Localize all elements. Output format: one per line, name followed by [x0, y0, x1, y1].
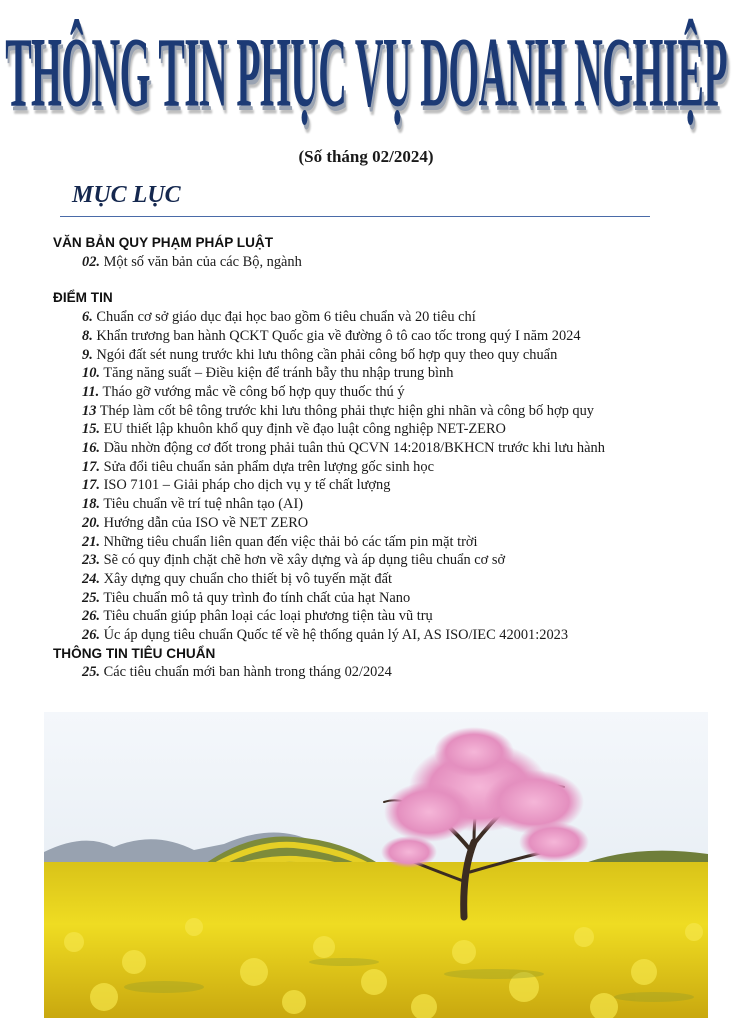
toc-entry[interactable] — [53, 570, 703, 589]
toc-entry-text: Ngói đất sét nung trước khi lưu thông cần phải công bố hợp quy theo quy chuẩn — [96, 346, 558, 363]
toc-page-number: 8. — [82, 327, 93, 344]
toc-page-number: 26. — [82, 608, 100, 625]
toc-entry[interactable] — [53, 439, 703, 458]
toc-entry[interactable] — [53, 589, 703, 608]
masthead-title: THÔNG TIN PHỤC VỤ DOANH NGHIỆP — [5, 17, 727, 128]
toc-entry-text: Úc áp dụng tiêu chuẩn Quốc tế về hệ thống quản lý AI, AS ISO/IEC 42001:2023 — [103, 627, 569, 644]
toc-entry[interactable] — [53, 346, 703, 365]
toc-entry[interactable] — [53, 364, 703, 383]
toc-page-number: 17. — [82, 477, 100, 494]
toc-divider — [60, 216, 650, 217]
toc-page-number: 11. — [82, 383, 100, 400]
toc-entry[interactable] — [53, 663, 703, 682]
toc-page-number: 24. — [82, 570, 100, 587]
toc-entry-text: Tiêu chuẩn về trí tuệ nhân tạo (AI) — [103, 496, 304, 513]
toc-page-number: 6. — [82, 309, 93, 326]
toc-entry-text: Thép làm cốt bê tông trước khi lưu thông phải thực hiện ghi nhãn và công bố hợp quy — [99, 402, 594, 419]
toc-page-number: 17. — [82, 458, 100, 475]
toc-entry-text: EU thiết lập khuôn khổ quy định về đạo luật công nghiệp NET-ZERO — [103, 421, 506, 438]
toc-entry[interactable] — [53, 476, 703, 495]
section-spacer — [53, 271, 703, 289]
toc-list-diem-tin — [53, 308, 703, 645]
toc-page-number: 16. — [82, 440, 100, 457]
section-title: THÔNG TIN TIÊU CHUẨN — [53, 645, 216, 661]
toc-entry[interactable] — [53, 383, 703, 402]
toc-entry-text: Dầu nhờn động cơ đốt trong phải tuân thủ QCVN 14:2018/BKHCN trước khi lưu hành — [103, 440, 605, 457]
toc-entry[interactable] — [53, 253, 703, 272]
toc-entry[interactable] — [53, 308, 703, 327]
toc-page-number: 21. — [82, 533, 100, 550]
toc-entry-text: Xây dựng quy chuẩn cho thiết bị vô tuyến mặt đất — [103, 570, 392, 587]
toc-entry[interactable] — [53, 533, 703, 552]
toc-page-number: 10. — [82, 365, 100, 382]
toc-entry-text: Sẽ có quy định chặt chẽ hơn về xây dựng và áp dụng tiêu chuẩn cơ sở — [103, 552, 506, 569]
toc-entry[interactable] — [53, 514, 703, 533]
toc-entry-text: Tăng năng suất – Điều kiện để tránh bẫy thu nhập trung bình — [103, 365, 454, 382]
table-of-contents — [53, 234, 703, 682]
toc-entry-text: Khẩn trương ban hành QCKT Quốc gia về đường ô tô cao tốc trong quý I năm 2024 — [96, 327, 581, 344]
toc-page-number: 13 — [82, 402, 97, 419]
toc-entry-text: Tiêu chuẩn giúp phân loại các loại phương tiện tàu vũ trụ — [103, 608, 433, 625]
toc-entry[interactable] — [53, 327, 703, 346]
section-title: ĐIỂM TIN — [53, 290, 113, 306]
toc-entry-text: Hướng dẫn của ISO về NET ZERO — [103, 514, 309, 531]
toc-entry-text: Tiêu chuẩn mô tả quy trình đo tính chất của hạt Nano — [103, 589, 411, 606]
toc-page-number: 23. — [82, 552, 100, 569]
issue-number: (Số tháng 02/2024) — [298, 147, 434, 166]
toc-page-number: 25. — [82, 664, 100, 681]
toc-entry-text: Các tiêu chuẩn mới ban hành trong tháng 02/2024 — [103, 664, 392, 681]
toc-page-number: 9. — [82, 346, 93, 363]
toc-entry[interactable] — [53, 607, 703, 626]
toc-entry[interactable] — [53, 551, 703, 570]
toc-entry-text: Một số văn bản của các Bộ, ngành — [103, 253, 302, 270]
toc-page-number: 02. — [82, 253, 100, 270]
toc-entry-text: Sửa đổi tiêu chuẩn sản phẩm dựa trên lượng gốc sinh học — [103, 458, 434, 475]
toc-page-number: 26. — [82, 627, 100, 644]
section-title: VĂN BẢN QUY PHẠM PHÁP LUẬT — [53, 235, 274, 250]
toc-page-number: 18. — [82, 496, 100, 513]
masthead — [0, 14, 732, 132]
toc-entry-text: Những tiêu chuẩn liên quan đến việc thải bỏ các tấm pin mặt trời — [103, 533, 478, 550]
toc-page-number: 20. — [82, 514, 100, 531]
cover-photo-landscape — [44, 712, 708, 1018]
toc-entry[interactable] — [53, 495, 703, 514]
toc-entry-text: ISO 7101 – Giải pháp cho dịch vụ y tế chất lượng — [103, 477, 391, 494]
toc-heading: MỤC LỤC — [72, 182, 181, 208]
toc-entry-text: Tháo gỡ vướng mắc về công bố hợp quy thuốc thú ý — [102, 383, 405, 400]
toc-page-number: 25. — [82, 589, 100, 606]
toc-entry-text: Chuẩn cơ sở giáo dục đại học bao gồm 6 tiêu chuẩn và 20 tiêu chí — [96, 309, 476, 326]
toc-entry[interactable] — [53, 420, 703, 439]
toc-entry[interactable] — [53, 458, 703, 477]
toc-entry[interactable] — [53, 402, 703, 421]
toc-entry[interactable] — [53, 626, 703, 645]
toc-page-number: 15. — [82, 421, 100, 438]
